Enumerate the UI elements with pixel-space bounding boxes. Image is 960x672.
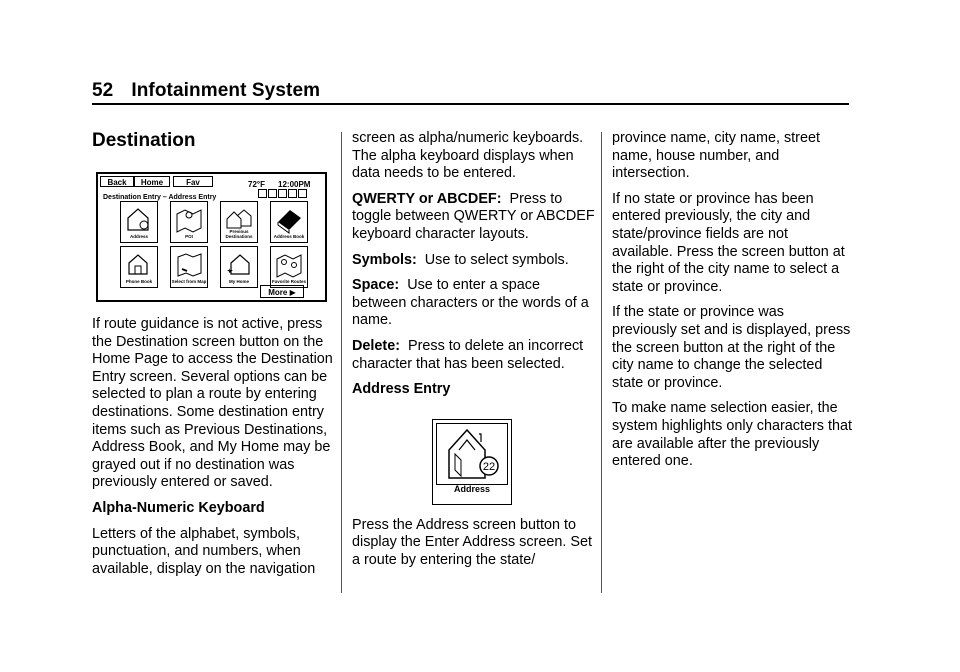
destination-entry-screen-figure (96, 172, 327, 302)
delete-text: Press to delete an incorrect character that has been selected. (352, 337, 584, 372)
map-icon (174, 249, 204, 279)
status-icon (278, 189, 287, 198)
qwerty-text: Press to toggle between QWERTY or ABCDEF keyboard character layouts. (352, 190, 595, 242)
arrow-right-icon: ▶ (289, 288, 296, 297)
address-button-figure (432, 419, 512, 505)
screen-top-bar (98, 174, 325, 189)
address-paragraph-cont: province name, city name, street name, house number, and intersection. (612, 130, 820, 182)
map-pin-icon (174, 204, 204, 234)
phone-book-icon (124, 249, 154, 279)
tile-label: Address Book (273, 234, 305, 240)
more-label: More (268, 288, 288, 297)
back-button: Back (100, 176, 134, 187)
section-title: Infotainment System (131, 80, 321, 101)
intro-paragraph: If route guidance is not active, press the Destination screen button on the Home Page to access the Destination Entry screen. Several options can be selected to plan a route by entering destinations. Some destination entry items such as Previous Destinations, Address Book, and My Home may be grayed out if no destination was previously entered or saved. (92, 316, 333, 491)
tile-label: Previous Destinations (225, 229, 253, 240)
symbols-item (352, 252, 595, 270)
my-home-tile (220, 246, 258, 288)
book-icon (274, 204, 304, 234)
tile-label: Phone Book (125, 279, 153, 285)
column-1 (92, 128, 337, 586)
symbols-term: Symbols: (352, 251, 417, 268)
status-icon (258, 189, 267, 198)
address-paragraph: Press the Address screen button to display the Enter Address screen. Set a route by entering the state/ (352, 516, 592, 568)
delete-item (352, 338, 595, 373)
tile-label: Select from Map (171, 279, 207, 285)
keyboard-heading: Alpha-Numeric Keyboard (92, 499, 265, 516)
tile-label: Favorite Routes (271, 279, 306, 285)
address-label: Address (453, 484, 490, 495)
phone-book-tile (120, 246, 158, 288)
column-divider (601, 132, 602, 593)
column-3 (612, 130, 852, 479)
home-star-icon (224, 249, 254, 279)
tile-label: Address (129, 234, 148, 240)
destination-title: Destination (92, 130, 196, 151)
fav-button: Fav (173, 176, 213, 187)
keyboard-paragraph-cont: screen as alpha/numeric keyboards. The alpha keyboard displays when data needs to be entered. (352, 130, 584, 182)
temperature-readout: 72°F (248, 180, 265, 189)
screen-title: Destination Entry – Address Entry (103, 194, 217, 201)
symbols-text: Use to select symbols. (424, 251, 569, 268)
space-term: Space: (352, 277, 400, 294)
address-icon-frame (436, 423, 508, 485)
status-icon (288, 189, 297, 198)
more-button (260, 285, 304, 298)
tile-label: POI (185, 234, 193, 240)
qwerty-term: QWERTY or ABCDEF: (352, 190, 502, 207)
page-header (92, 80, 320, 102)
previous-destinations-tile (220, 201, 258, 243)
favorite-routes-tile (270, 246, 308, 288)
header-rule (92, 103, 849, 105)
delete-term: Delete: (352, 337, 400, 354)
house-icon (124, 204, 154, 234)
clock-readout: 12:00PM (278, 180, 311, 189)
no-state-paragraph: If no state or province has been entered previously, the city and state/province fields are not available. Press the screen button at the right of the city name to select a state or province. (612, 190, 845, 295)
qwerty-item (352, 191, 595, 244)
status-icon (268, 189, 277, 198)
poi-tile (170, 201, 208, 243)
name-selection-paragraph: To make name selection easier, the system highlights only characters that are available after the previously entered one. (612, 400, 852, 470)
space-text: Use to enter a space between characters or the words of a name. (352, 277, 589, 329)
space-item (352, 277, 595, 330)
status-icon (298, 189, 307, 198)
address-tile (120, 201, 158, 243)
home-button: Home (134, 176, 170, 187)
tile-label: My Home (228, 279, 249, 285)
page-number: 52 (92, 80, 114, 101)
column-divider (341, 132, 342, 593)
route-icon (274, 249, 304, 279)
state-set-paragraph: If the state or province was previously set and is displayed, press the screen button at the right of the city name to change the selected state or province. (612, 304, 851, 391)
house-number: 22 (482, 460, 496, 473)
select-from-map-tile (170, 246, 208, 288)
address-book-tile (270, 201, 308, 243)
column-2 (352, 130, 595, 578)
house-icon (437, 424, 507, 484)
address-entry-heading: Address Entry (352, 381, 451, 398)
keyboard-paragraph: Letters of the alphabet, symbols, punctuation, and numbers, when available, display on the navigation (92, 525, 316, 577)
